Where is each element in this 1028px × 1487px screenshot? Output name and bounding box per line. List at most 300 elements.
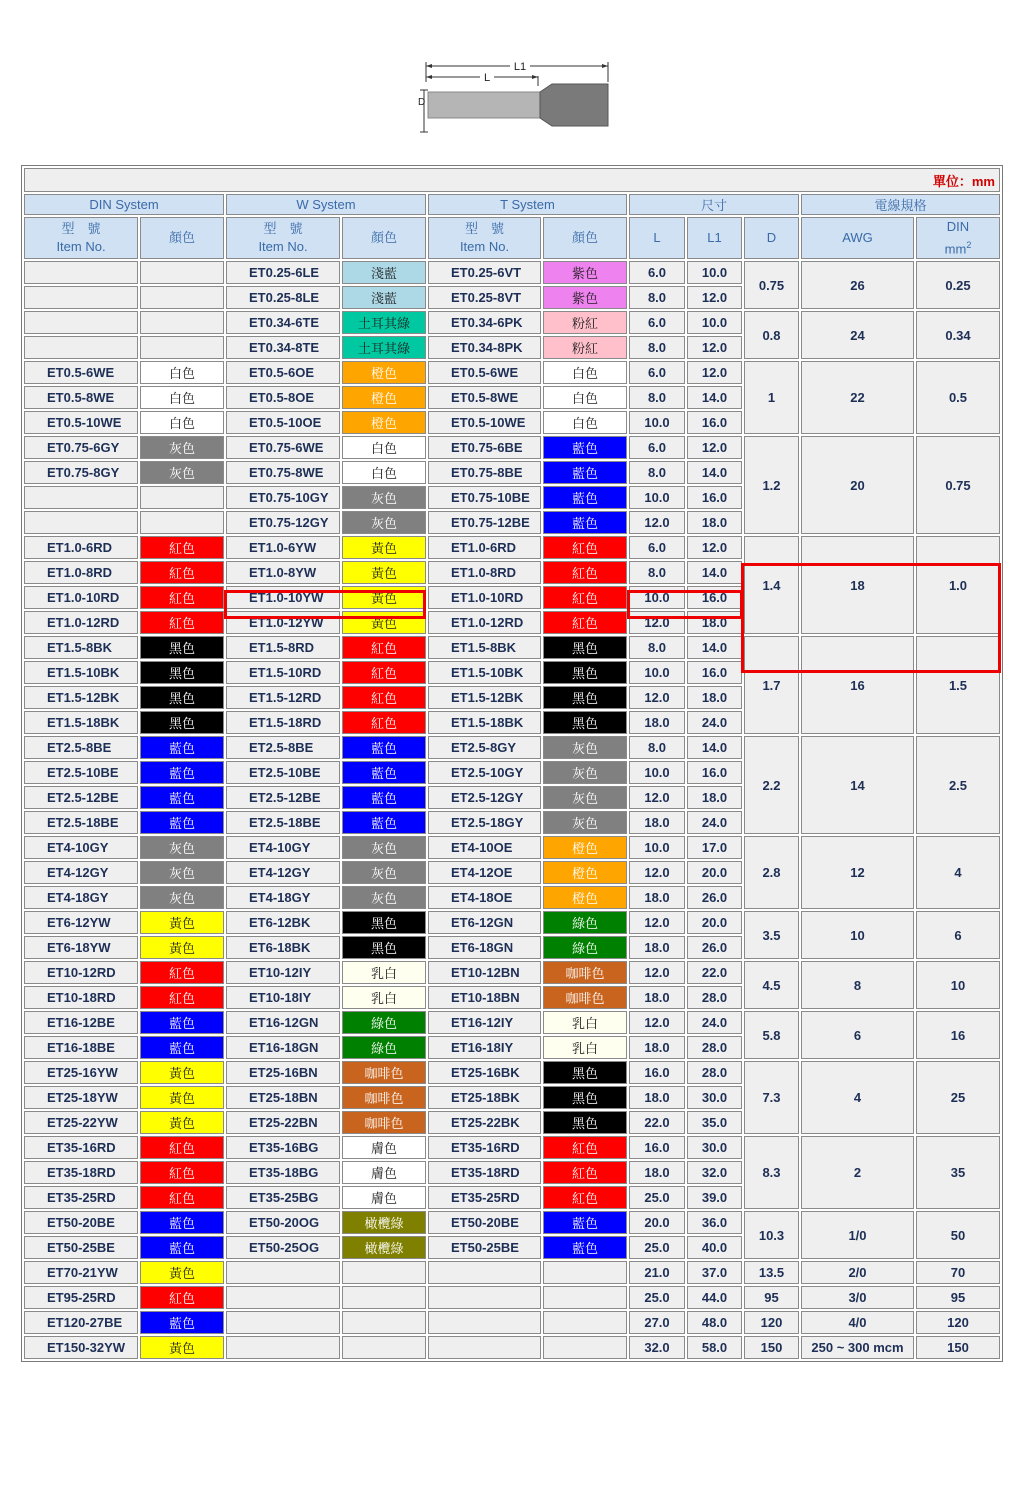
group-header-row [24,194,1000,215]
diameter-d: 5.8 [744,1011,799,1059]
item-number: ET2.5-10BE [226,761,340,784]
item-number: ET4-10GY [24,836,138,859]
color-swatch: 紅色 [342,686,426,709]
item-number: ET0.34-8PK [428,336,541,359]
color-swatch: 紅色 [342,711,426,734]
item-number: ET1.5-18BK [428,711,541,734]
item-number: ET0.5-10WE [24,411,138,434]
length-l1: 44.0 [687,1286,742,1309]
length-l: 10.0 [629,411,685,434]
length-l1: 40.0 [687,1236,742,1259]
length-l: 6.0 [629,311,685,334]
item-number: ET2.5-18BE [226,811,340,834]
color-swatch: 黃色 [140,1261,224,1284]
color-swatch: 紅色 [140,586,224,609]
item-number: ET0.25-6VT [428,261,541,284]
item-number: ET6-12YW [24,911,138,934]
length-l: 6.0 [629,436,685,459]
l-label: L [483,72,491,84]
color-swatch [342,1311,426,1334]
length-l1: 12.0 [687,286,742,309]
color-swatch: 藍色 [140,1236,224,1259]
column-header-L1: L1 [687,217,742,259]
din-mm2: 10 [916,961,1000,1009]
length-l: 12.0 [629,961,685,984]
color-swatch: 紫色 [543,261,627,284]
din-mm2: 0.34 [916,311,1000,359]
column-header-AWG: AWG [801,217,914,259]
item-number: ET35-18RD [428,1161,541,1184]
column-header-din-mm2: DIN $mm^2$ [916,217,1000,259]
column-header-item-no: 型 號 Item No. [24,217,138,259]
length-l: 16.0 [629,1136,685,1159]
diameter-d: 1.7 [744,636,799,734]
length-l1: 20.0 [687,911,742,934]
length-l1: 28.0 [687,1061,742,1084]
length-l1: 18.0 [687,786,742,809]
awg-size: 2/0 [801,1261,914,1284]
color-swatch: 灰色 [140,436,224,459]
color-swatch: 黃色 [140,911,224,934]
length-l1: 22.0 [687,961,742,984]
color-swatch: 黑色 [140,661,224,684]
color-swatch: 紅色 [543,1136,627,1159]
item-number: ET16-18BE [24,1036,138,1059]
unit-label: 單位：mm [24,168,1000,192]
color-swatch: 紅色 [140,1286,224,1309]
item-number: ET16-12IY [428,1011,541,1034]
table-row [24,736,1000,759]
item-number: ET16-18GN [226,1036,340,1059]
color-swatch: 紅色 [140,536,224,559]
item-number: ET1.5-12RD [226,686,340,709]
color-swatch: 白色 [543,361,627,384]
color-swatch: 黃色 [140,936,224,959]
item-number: ET0.75-8GY [24,461,138,484]
item-number: ET50-20OG [226,1211,340,1234]
item-number: ET0.25-6LE [226,261,340,284]
awg-size: 4/0 [801,1311,914,1334]
item-number: ET10-18BN [428,986,541,1009]
item-number: ET2.5-8GY [428,736,541,759]
color-swatch: 藍色 [543,486,627,509]
item-number: ET1.0-8YW [226,561,340,584]
color-swatch: 黑色 [543,1061,627,1084]
item-number: ET1.5-12BK [428,686,541,709]
item-number: ET25-18BK [428,1086,541,1109]
awg-size: 14 [801,736,914,834]
length-l1: 24.0 [687,1011,742,1034]
din-mm2: 2.5 [916,736,1000,834]
color-swatch: 咖啡色 [543,961,627,984]
diameter-d: 1.2 [744,436,799,534]
length-l: 18.0 [629,811,685,834]
item-number: ET1.5-10BK [24,661,138,684]
length-l: 12.0 [629,511,685,534]
color-swatch: 紅色 [543,561,627,584]
length-l1: 48.0 [687,1311,742,1334]
color-swatch [140,486,224,509]
item-number: ET2.5-8BE [226,736,340,759]
color-swatch: 咖啡色 [543,986,627,1009]
diameter-d: 95 [744,1286,799,1309]
color-swatch: 黑色 [543,711,627,734]
item-number [24,486,138,509]
item-number: ET4-10GY [226,836,340,859]
table-row [24,261,1000,284]
item-number: ET0.5-10OE [226,411,340,434]
din-mm2: 35 [916,1136,1000,1209]
item-number: ET1.0-12RD [428,611,541,634]
diameter-d: 13.5 [744,1261,799,1284]
item-number: ET50-25BE [24,1236,138,1259]
color-swatch: 灰色 [140,886,224,909]
item-number [226,1286,340,1309]
awg-size: 20 [801,436,914,534]
length-l: 10.0 [629,486,685,509]
length-l: 18.0 [629,1161,685,1184]
item-number: ET0.25-8VT [428,286,541,309]
awg-size: 2 [801,1136,914,1209]
length-l: 18.0 [629,886,685,909]
color-swatch: 灰色 [342,511,426,534]
din-mm2: 1.0 [916,536,1000,634]
diameter-d: 1.4 [744,536,799,634]
din-mm2: 120 [916,1311,1000,1334]
color-swatch: 橙色 [543,886,627,909]
item-number: ET2.5-10BE [24,761,138,784]
color-swatch: 白色 [140,386,224,409]
item-number: ET2.5-18BE [24,811,138,834]
color-swatch: 膚色 [342,1161,426,1184]
color-swatch: 藍色 [140,1036,224,1059]
length-l: 25.0 [629,1236,685,1259]
color-swatch [543,1311,627,1334]
item-number: ET0.5-10WE [428,411,541,434]
item-number: ET0.25-8LE [226,286,340,309]
item-number: ET1.0-8RD [428,561,541,584]
item-number: ET35-16RD [428,1136,541,1159]
length-l: 8.0 [629,461,685,484]
diameter-d: 2.8 [744,836,799,909]
color-swatch: 粉紅 [543,336,627,359]
item-number: ET0.75-8WE [226,461,340,484]
length-l: 27.0 [629,1311,685,1334]
table-row [24,1211,1000,1234]
ferrule-spec-table-wrapper [21,165,1003,1362]
diameter-d: 120 [744,1311,799,1334]
color-swatch: 淺藍 [342,286,426,309]
item-number: ET1.0-10RD [24,586,138,609]
color-swatch: 黃色 [342,586,426,609]
length-l1: 12.0 [687,436,742,459]
unit-row [24,168,1000,192]
color-swatch: 白色 [342,436,426,459]
item-number: ET25-22BN [226,1111,340,1134]
din-mm2: 0.25 [916,261,1000,309]
length-l1: 26.0 [687,936,742,959]
length-l: 18.0 [629,986,685,1009]
item-number: ET1.0-6RD [428,536,541,559]
color-swatch: 咖啡色 [342,1061,426,1084]
group-header: W System [226,194,426,215]
awg-size: 6 [801,1011,914,1059]
item-number: ET0.75-12BE [428,511,541,534]
item-number: ET0.5-8OE [226,386,340,409]
length-l1: 12.0 [687,536,742,559]
color-swatch: 橙色 [342,386,426,409]
item-number: ET4-12OE [428,861,541,884]
table-row [24,836,1000,859]
color-swatch: 灰色 [543,736,627,759]
item-number [428,1311,541,1334]
color-swatch: 膚色 [342,1136,426,1159]
color-swatch: 黑色 [140,711,224,734]
length-l1: 10.0 [687,261,742,284]
din-mm2: 70 [916,1261,1000,1284]
length-l: 12.0 [629,861,685,884]
item-number: ET2.5-12GY [428,786,541,809]
color-swatch: 紅色 [342,661,426,684]
length-l1: 20.0 [687,861,742,884]
item-number: ET0.75-8BE [428,461,541,484]
item-number [24,336,138,359]
color-swatch: 黑色 [140,636,224,659]
table-row [24,961,1000,984]
color-swatch [342,1336,426,1359]
color-swatch: 黑色 [543,686,627,709]
color-swatch: 黑色 [140,686,224,709]
length-l: 12.0 [629,786,685,809]
item-number: ET2.5-8BE [24,736,138,759]
table-row [24,636,1000,659]
item-number [226,1336,340,1359]
length-l1: 18.0 [687,511,742,534]
color-swatch: 橙色 [342,361,426,384]
color-swatch: 灰色 [543,786,627,809]
color-swatch: 藍色 [342,761,426,784]
item-number: ET4-18OE [428,886,541,909]
group-header: 電線規格 [801,194,1000,215]
length-l: 32.0 [629,1336,685,1359]
item-number: ET0.75-6BE [428,436,541,459]
color-swatch: 灰色 [543,811,627,834]
item-number: ET25-18YW [24,1086,138,1109]
length-l1: 30.0 [687,1136,742,1159]
color-swatch: 黑色 [342,936,426,959]
length-l: 6.0 [629,536,685,559]
item-number: ET4-18GY [24,886,138,909]
item-number: ET1.5-8BK [428,636,541,659]
awg-size: 26 [801,261,914,309]
item-number: ET16-18IY [428,1036,541,1059]
color-swatch: 綠色 [543,911,627,934]
item-number: ET25-18BN [226,1086,340,1109]
color-swatch: 黑色 [342,911,426,934]
color-swatch: 黃色 [342,611,426,634]
ferrule-dimension-diagram [412,52,622,142]
item-number: ET0.5-8WE [24,386,138,409]
item-number: ET25-16BN [226,1061,340,1084]
color-swatch: 紅色 [140,961,224,984]
color-swatch: 土耳其綠 [342,311,426,334]
color-swatch: 乳白 [543,1036,627,1059]
item-number: ET6-18BK [226,936,340,959]
color-swatch: 紅色 [140,1161,224,1184]
item-number [428,1286,541,1309]
item-number [428,1261,541,1284]
color-swatch: 白色 [140,361,224,384]
awg-size: 10 [801,911,914,959]
color-swatch [140,311,224,334]
item-number: ET6-12GN [428,911,541,934]
table-row [24,436,1000,459]
table-row [24,311,1000,334]
color-swatch: 紅色 [543,586,627,609]
table-row [24,1011,1000,1034]
color-swatch: 灰色 [342,886,426,909]
color-swatch: 乳白 [342,961,426,984]
item-number: ET1.5-10BK [428,661,541,684]
color-swatch: 灰色 [543,761,627,784]
column-header-item-no: 型 號 Item No. [226,217,340,259]
column-header-color: 顏色 [140,217,224,259]
color-swatch: 白色 [543,386,627,409]
item-number: ET25-22YW [24,1111,138,1134]
color-swatch: 紅色 [543,1186,627,1209]
column-header-D: D [744,217,799,259]
item-number: ET35-25BG [226,1186,340,1209]
item-number [24,286,138,309]
table-row [24,1061,1000,1084]
item-number: ET35-18RD [24,1161,138,1184]
length-l: 25.0 [629,1286,685,1309]
color-swatch: 黑色 [543,1086,627,1109]
length-l: 22.0 [629,1111,685,1134]
color-swatch [543,1336,627,1359]
length-l1: 24.0 [687,711,742,734]
color-swatch: 灰色 [140,461,224,484]
item-number: ET1.5-12BK [24,686,138,709]
awg-size: 18 [801,536,914,634]
item-number: ET2.5-10GY [428,761,541,784]
length-l: 10.0 [629,661,685,684]
item-number: ET6-12BK [226,911,340,934]
item-number: ET1.5-8BK [24,636,138,659]
color-swatch: 乳白 [543,1011,627,1034]
color-swatch: 黃色 [342,561,426,584]
length-l: 8.0 [629,286,685,309]
length-l1: 18.0 [687,686,742,709]
diameter-d: 10.3 [744,1211,799,1259]
column-header-L: L [629,217,685,259]
color-swatch [342,1286,426,1309]
item-number: ET0.34-8TE [226,336,340,359]
length-l: 18.0 [629,711,685,734]
length-l: 6.0 [629,261,685,284]
length-l1: 10.0 [687,311,742,334]
length-l: 10.0 [629,836,685,859]
length-l: 12.0 [629,1011,685,1034]
item-number: ET6-18GN [428,936,541,959]
item-number: ET35-16RD [24,1136,138,1159]
length-l1: 14.0 [687,461,742,484]
length-l: 12.0 [629,911,685,934]
item-number: ET1.0-12YW [226,611,340,634]
length-l: 20.0 [629,1211,685,1234]
item-number [24,261,138,284]
item-number: ET10-18IY [226,986,340,1009]
length-l: 25.0 [629,1186,685,1209]
color-swatch: 紅色 [342,636,426,659]
color-swatch: 紅色 [140,561,224,584]
color-swatch: 藍色 [342,786,426,809]
item-number: ET0.5-6WE [24,361,138,384]
item-number [24,511,138,534]
din-mm2: 16 [916,1011,1000,1059]
length-l: 18.0 [629,936,685,959]
length-l1: 14.0 [687,561,742,584]
color-swatch: 藍色 [140,761,224,784]
item-number: ET35-25RD [428,1186,541,1209]
item-number: ET4-10OE [428,836,541,859]
item-number: ET1.0-6RD [24,536,138,559]
item-number: ET35-18BG [226,1161,340,1184]
item-number: ET10-12BN [428,961,541,984]
din-mm2: 50 [916,1211,1000,1259]
diameter-d: 1 [744,361,799,434]
color-swatch: 灰色 [342,836,426,859]
color-swatch: 灰色 [342,486,426,509]
diameter-d: 2.2 [744,736,799,834]
length-l1: 30.0 [687,1086,742,1109]
item-number: ET1.5-8RD [226,636,340,659]
item-number: ET1.0-6YW [226,536,340,559]
item-number: ET2.5-18GY [428,811,541,834]
din-mm2: 6 [916,911,1000,959]
color-swatch: 藍色 [543,511,627,534]
awg-size: 22 [801,361,914,434]
item-number: ET0.5-6OE [226,361,340,384]
din-mm2: 0.75 [916,436,1000,534]
item-number: ET35-25RD [24,1186,138,1209]
item-number: ET4-12GY [226,861,340,884]
color-swatch: 紅色 [140,611,224,634]
item-number: ET16-12GN [226,1011,340,1034]
table-row [24,1336,1000,1359]
item-number: ET2.5-12BE [24,786,138,809]
table-row [24,1136,1000,1159]
color-swatch: 紫色 [543,286,627,309]
item-number: ET10-12IY [226,961,340,984]
length-l: 16.0 [629,1061,685,1084]
diameter-d: 4.5 [744,961,799,1009]
length-l: 21.0 [629,1261,685,1284]
color-swatch: 紅色 [543,536,627,559]
item-number: ET1.5-18RD [226,711,340,734]
item-number: ET0.75-10BE [428,486,541,509]
length-l1: 24.0 [687,811,742,834]
color-swatch: 土耳其綠 [342,336,426,359]
din-mm2: 0.5 [916,361,1000,434]
length-l1: 14.0 [687,636,742,659]
length-l1: 16.0 [687,761,742,784]
item-number: ET1.5-18BK [24,711,138,734]
color-swatch [342,1261,426,1284]
item-number: ET1.0-12RD [24,611,138,634]
item-number: ET25-22BK [428,1111,541,1134]
item-number: ET95-25RD [24,1286,138,1309]
